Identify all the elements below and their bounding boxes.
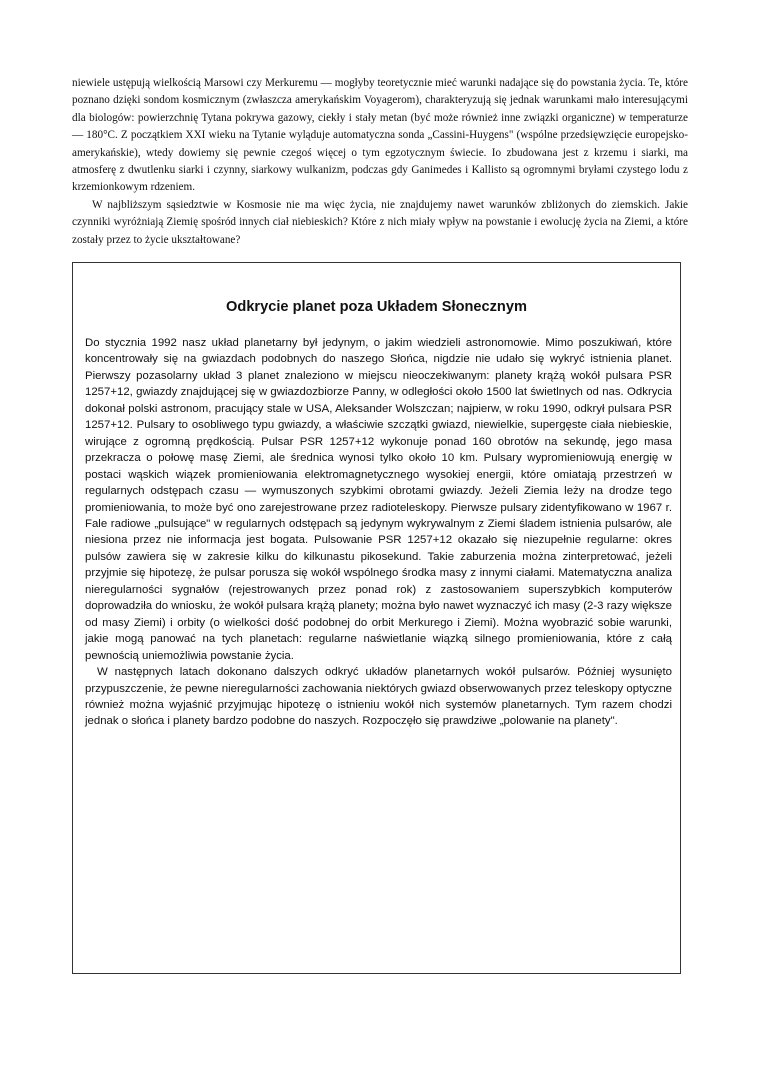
intro-paragraph-1: niewiele ustępują wielkością Marsowi czy Merkuremu — mogłyby teoretycznie mieć warunki nadające się do powstania życia. Te, które poznano dzięki sondom kosmicznym (zwłaszcza amerykańskim Voyagerom), charakteryzują się jednak warunkami mało interesującymi dla biologów: powierzchnię Tytana pokrywa gazowy, ciekły i stały metan (być może również inne związki organiczne) w temperaturze — 180°C. Z początkiem XXI wieku na Tytanie wyląduje automatyczna sonda „Cassini-Huygens" (wspólne przedsięwzięcie europejsko-amerykańskie), wtedy dowiemy się pewnie czegoś więcej o tym egzotycznym świecie. Io zbudowana jest z krzemu i siarki, ma atmosferę z dwutlenku siarki i czynny, siarkowy wulkanizm, podczas gdy Ganimedes i Kallisto są ogromnymi bryłami czystego lodu z krzemionkowym rdzeniem. [72,77,688,194]
box-body [85,335,672,730]
intro-paragraph-2: W najbliższym sąsiedztwie w Kosmosie nie ma więc życia, nie znajdujemy nawet warunków zbliżonych do ziemskich. Jakie czynniki wyróżniają Ziemię spośród innych ciał niebieskich? Które z nich miały wpływ na powstanie i ewolucję życia na Ziemi, a które zostały przez to życie ukształtowane? [72,198,688,246]
sidebar-box [72,262,681,974]
box-title: Odkrycie planet poza Układem Słonecznym [226,299,527,315]
box-paragraph-2: W następnych latach dokonano dalszych odkryć układów planetarnych wokół pulsarów. Później wysunięto przypuszczenie, że pewne nieregularności zachowania niektórych gwiazd obserwowanych przez teleskopy optyczne również można wyjaśnić przyjmując hipotezę o istnieniu wokół nich systemów planetarnych. Tym razem chodzi jednak o słońca i planety bardzo podobne do naszych. Rozpoczęło się prawdziwe „polowanie na planety". [85,666,672,728]
box-paragraph-1: Do stycznia 1992 nasz układ planetarny był jedynym, o jakim wiedzieli astronomowie. Mimo poszukiwań, które koncentrowały się na gwiazdach podobnych do naszego Słońca, nigdzie nie udało się wykryć istnienia planet. Pierwszy pozasolarny układ 3 planet znaleziono w miejscu nieoczekiwanym: planety krążą wokół pulsara PSR 1257+12, gwiazdy znajdującej się w gwiazdozbiorze Panny, w odległości około 1500 lat świetlnych od nas. Odkrycia dokonał polski astronom, pracujący stale w USA, Aleksander Wolszczan; najpierw, w roku 1990, odkrył pulsara PSR 1257+12. Pulsary to osobliwego typu gwiazdy, a właściwie szczątki gwiazd, niewielkie, supergęste ciała niebieskie, wirujące z ogromną prędkością. Pulsar PSR 1257+12 wykonuje ponad 160 obrotów na sekundę, jego masa przekracza o połowę masę Ziemi, ale średnica wynosi tylko około 10 km. Pulsary wypromieniowują energię w postaci wąskich wiązek promieniowania elektromagnetycznego wysokiej energii, które omiatają przestrzeń w regularnych odstępach czasu — wymuszonych szybkimi obrotami gwiazdy. Jeżeli Ziemia leży na drodze tego promieniowania, to może być ono zarejestrowane przez radioteleskopy. Pierwsze pulsary zidentyfikowano w 1967 r. Fale radiowe „pulsujące" w regularnych odstępach są jedynym wykrywalnym z Ziemi śladem istnienia pulsarów, ale niesiona przez nie informacja jest bogata. Pulsowanie PSR 1257+12 okazało się niezupełnie regularne: okres pulsów zawiera się w zakresie kilku do kilkunastu pikosekund. Takie zaburzenia można zinterpretować, jeżeli przyjmie się hipotezę, że pulsar porusza się wokół wspólnego środka masy z innymi ciałami. Matematyczna analiza nieregularności sygnałów (rejestrowanych przez ponad rok) z zastosowaniem superszybkich komputerów doprowadziła do wniosku, że wokół pulsara krążą planety; można było nawet wyznaczyć ich masy (2-3 razy większe od masy Ziemi) i orbity (o wielkości dość podobnej do orbit Merkurego i Ziemi). Można wyobrazić sobie warunki, jakie mogą panować na tych planetach: regularne naświetlanie wiązką silnego promieniowania, które z całą pewnością uniemożliwia powstanie życia. [85,337,672,662]
intro-text [72,75,688,249]
